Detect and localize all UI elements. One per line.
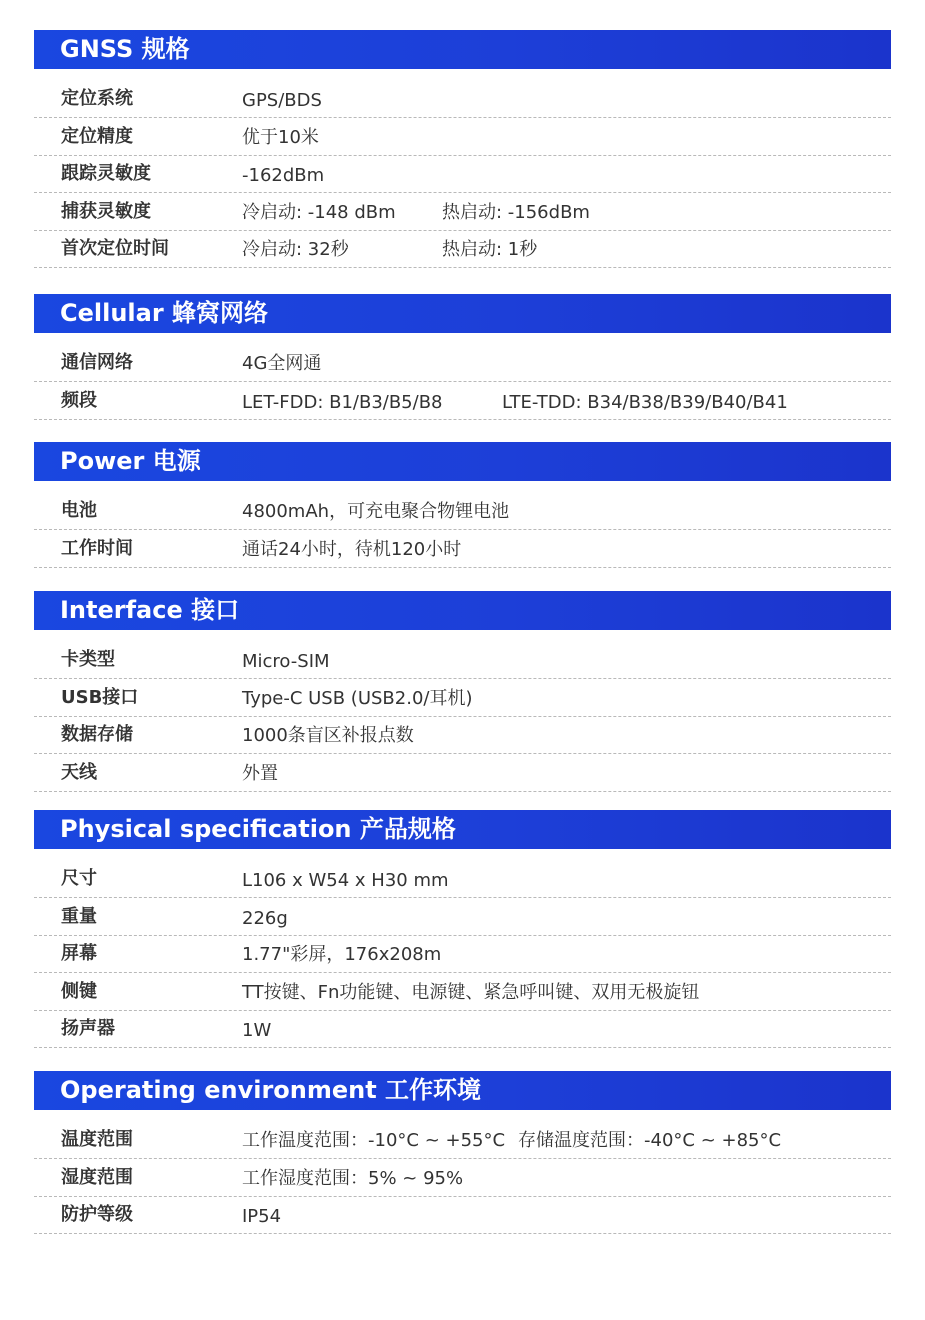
spec-value: 冷启动: 32秒: [242, 239, 349, 261]
spec-value: Type-C USB (USB2.0/耳机): [242, 687, 473, 709]
spec-value: 1.77"彩屏，176x208m: [242, 944, 442, 966]
spec-row-tracking-sensitivity: [34, 156, 891, 194]
spec-label: 重量: [61, 905, 97, 927]
spec-row-size: [34, 849, 891, 898]
section-gnss: [34, 30, 891, 268]
spec-value-secondary: LTE-TDD: B34/B38/B39/B40/B41: [502, 391, 788, 413]
section-title: Operating environment 工作环境: [34, 1071, 891, 1110]
spec-label: 天线: [61, 761, 97, 783]
spec-row-screen: [34, 936, 891, 974]
spec-label: 防护等级: [61, 1204, 133, 1226]
spec-value: L106 x W54 x H30 mm: [242, 870, 449, 891]
section-physical: [34, 810, 891, 1048]
spec-label: 首次定位时间: [61, 238, 169, 260]
spec-row-battery: [34, 481, 891, 530]
spec-value: 4800mAh，可充电聚合物锂电池: [242, 501, 510, 522]
spec-row-weight: [34, 898, 891, 936]
spec-value-secondary: 热启动: 1秒: [442, 239, 538, 261]
spec-value-secondary: 存储温度范围：-40°C ~ +85°C: [518, 1130, 782, 1151]
section-title: Power 电源: [34, 442, 891, 481]
spec-row-usb: [34, 679, 891, 717]
spec-row-antenna: [34, 754, 891, 792]
spec-row-ttff: [34, 231, 891, 269]
spec-value: 优于10米: [242, 126, 319, 148]
section-title: Cellular 蜂窝网络: [34, 294, 891, 333]
section-cellular: [34, 294, 891, 420]
spec-label: 捕获灵敏度: [61, 200, 151, 222]
spec-row-protection: [34, 1197, 891, 1235]
spec-label: 定位系统: [61, 88, 133, 109]
spec-value: 4G全网通: [242, 353, 322, 374]
spec-row-temperature: [34, 1110, 891, 1159]
spec-value-secondary: 热启动: -156dBm: [442, 201, 590, 223]
spec-value: TT按键、Fn功能键、电源键、紧急呼叫键、双用无极旋钮: [242, 981, 700, 1003]
spec-value: 226g: [242, 907, 288, 929]
spec-value: LET-FDD: B1/B3/B5/B8: [242, 391, 443, 413]
section-environment: [34, 1071, 891, 1234]
spec-label: 通信网络: [61, 352, 133, 373]
spec-label: 定位精度: [61, 125, 133, 147]
spec-label: 尺寸: [61, 868, 97, 889]
spec-value: GPS/BDS: [242, 90, 322, 111]
spec-value: 外置: [242, 762, 278, 784]
spec-row-side-keys: [34, 973, 891, 1011]
spec-value: Micro-SIM: [242, 651, 330, 672]
spec-value: 1W: [242, 1020, 272, 1042]
spec-row-data-storage: [34, 717, 891, 755]
spec-value: 工作温度范围：-10°C ~ +55°C: [242, 1130, 506, 1151]
spec-label: 跟踪灵敏度: [61, 163, 151, 185]
spec-label: USB接口: [61, 686, 139, 708]
section-power: [34, 442, 891, 568]
spec-row-working-time: [34, 530, 891, 568]
section-title: Interface 接口: [34, 591, 891, 630]
section-interface: [34, 591, 891, 792]
section-title: Physical specification 产品规格: [34, 810, 891, 849]
spec-value: 1000条盲区补报点数: [242, 725, 414, 747]
spec-value: -162dBm: [242, 165, 325, 187]
spec-value: 冷启动: -148 dBm: [242, 201, 396, 223]
spec-label: 数据存储: [61, 724, 133, 746]
spec-label: 湿度范围: [61, 1166, 133, 1188]
spec-label: 温度范围: [61, 1129, 133, 1150]
spec-row-positioning-system: [34, 69, 891, 118]
spec-value: IP54: [242, 1206, 282, 1228]
spec-label: 屏幕: [61, 943, 97, 965]
spec-value: 通话24小时，待机120小时: [242, 538, 462, 560]
spec-label: 工作时间: [61, 537, 133, 559]
spec-label: 扬声器: [61, 1018, 115, 1040]
spec-row-bands: [34, 382, 891, 420]
spec-label: 频段: [61, 389, 97, 411]
spec-row-speaker: [34, 1011, 891, 1049]
section-title: GNSS 规格: [34, 30, 891, 69]
spec-row-network: [34, 333, 891, 382]
spec-row-accuracy: [34, 118, 891, 156]
spec-label: 侧键: [61, 980, 97, 1002]
spec-row-card-type: [34, 630, 891, 679]
spec-row-acquisition-sensitivity: [34, 193, 891, 231]
spec-label: 卡类型: [61, 649, 115, 670]
spec-value: 工作湿度范围：5% ~ 95%: [242, 1167, 464, 1189]
spec-label: 电池: [61, 500, 97, 521]
spec-row-humidity: [34, 1159, 891, 1197]
